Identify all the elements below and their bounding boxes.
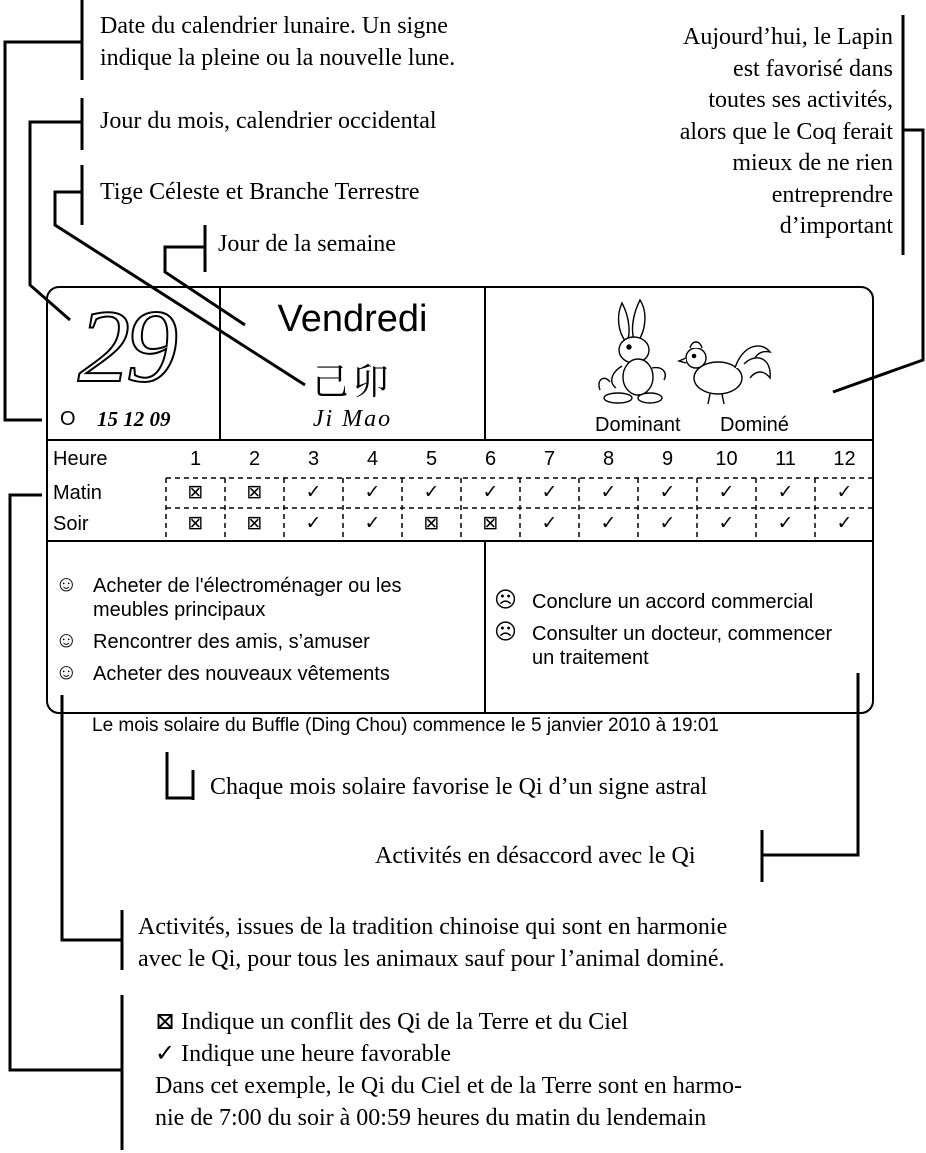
mark-evening-10: ✓ [718,513,735,534]
smiley-icon: ☺ [55,659,78,684]
hour-2: 2 [248,448,261,470]
annotation-legend: ⊠ Indique un conflit des Qi de la Terre et du Ciel ✓ Indique une heure favorable Dans cet exemple, le Qi du Ciel et de la Terre sont en harmo- nie de 7:00 du soir à 00:59 heures du matin du lendemain [155,1009,743,1131]
mark-morning-4: ✓ [364,482,381,503]
weekday: Vendredi [277,298,428,340]
stem-branch-pinyin: Ji Mao [312,406,393,432]
hour-6: 6 [484,448,497,470]
hours-row [166,448,874,471]
mark-morning-6: ✓ [482,482,499,503]
row-marks-morning [166,481,874,504]
day-number: 29 [78,289,174,404]
leader-lunar-date-arm [5,42,82,420]
annotation-stem-branch: Tige Céleste et Branche Terrestre [100,179,420,205]
hour-4: 4 [366,448,379,470]
annotation-today: Aujourd’hui, le Lapin est favorisé dans toutes ses activités, alors que le Coq ferait mieux de ne rien entreprendre d’important [679,24,893,239]
mark-evening-9: ✓ [659,513,676,534]
dominant-label: Dominant [595,414,681,436]
rabbit-icon [599,300,665,403]
hour-1: 1 [189,448,202,470]
mark-morning-3: ✓ [305,482,322,503]
hour-8: 8 [602,448,615,470]
good-activities [55,572,480,686]
annotation-harmony: Activités, issues de la tradition chinoise qui sont en harmonie avec le Qi, pour tous les animaux sauf pour l’animal dominé. [138,914,728,972]
mark-evening-12: ✓ [836,513,853,534]
hour-9: 9 [661,448,674,470]
mark-evening-7: ✓ [541,513,558,534]
bad-activity: ☹ Conclure un accord commercial [494,587,814,613]
mark-morning-7: ✓ [541,482,558,503]
frown-icon: ☹ [494,587,517,612]
good-activity: ☺ Acheter des nouveaux vêtements [55,659,390,685]
hour-3: 3 [307,448,320,470]
bad-activities [494,588,869,670]
hour-7: 7 [543,448,556,470]
mark-evening-5: ⊠ [423,513,440,534]
hour-10: 10 [715,448,738,470]
stem-branch-chinese: 己卯 [312,361,393,402]
good-activity: ☺ Rencontrer des amis, s’amuser [55,627,370,653]
good-activity: ☺ Acheter de l'électroménager ou les meubles principaux [55,571,402,621]
row-label-morning: Matin [53,482,102,504]
mark-morning-8: ✓ [600,482,617,503]
mark-evening-6: ⊠ [482,513,499,534]
row-marks-evening [166,512,874,535]
mark-evening-2: ⊠ [246,513,263,534]
dominated-label: Dominé [720,414,789,436]
hours-label: Heure [53,448,108,470]
annotation-day-of-month: Jour du mois, calendrier occidental [100,108,437,134]
mark-morning-2: ⊠ [246,482,263,503]
mark-morning-1: ⊠ [187,482,204,503]
mark-morning-12: ✓ [836,482,853,503]
leader-discord-arm [762,673,858,855]
mark-evening-3: ✓ [305,513,322,534]
smiley-icon: ☺ [55,627,78,652]
mark-evening-4: ✓ [364,513,381,534]
annotation-discord: Activités en désaccord avec le Qi [375,843,696,869]
mark-morning-9: ✓ [659,482,676,503]
hour-11: 11 [775,448,796,470]
bad-activity: ☹ Consulter un docteur, commencer un traitement [494,619,833,669]
mark-evening-11: ✓ [777,513,794,534]
mark-morning-11: ✓ [777,482,794,503]
row-label-evening: Soir [53,513,89,535]
mark-evening-1: ⊠ [187,513,204,534]
leader-solar [167,752,193,798]
mark-morning-10: ✓ [718,482,735,503]
annotation-solar-month: Chaque mois solaire favorise le Qi d’un signe astral [210,774,708,800]
annotation-weekday: Jour de la semaine [218,231,396,257]
mark-morning-5: ✓ [423,482,440,503]
smiley-icon: ☺ [55,571,78,596]
solar-month-footer: Le mois solaire du Buffle (Ding Chou) commence le 5 janvier 2010 à 19:01 [92,715,719,736]
rooster-icon [679,342,770,404]
hour-5: 5 [425,448,438,470]
mark-evening-8: ✓ [600,513,617,534]
moon-phase-icon: O [60,408,76,430]
annotation-lunar-date: Date du calendrier lunaire. Un signe indique la pleine ou la nouvelle lune. [100,13,456,71]
hour-12: 12 [833,448,856,470]
frown-icon: ☹ [494,619,517,644]
lunar-date: 15 12 09 [97,407,171,431]
